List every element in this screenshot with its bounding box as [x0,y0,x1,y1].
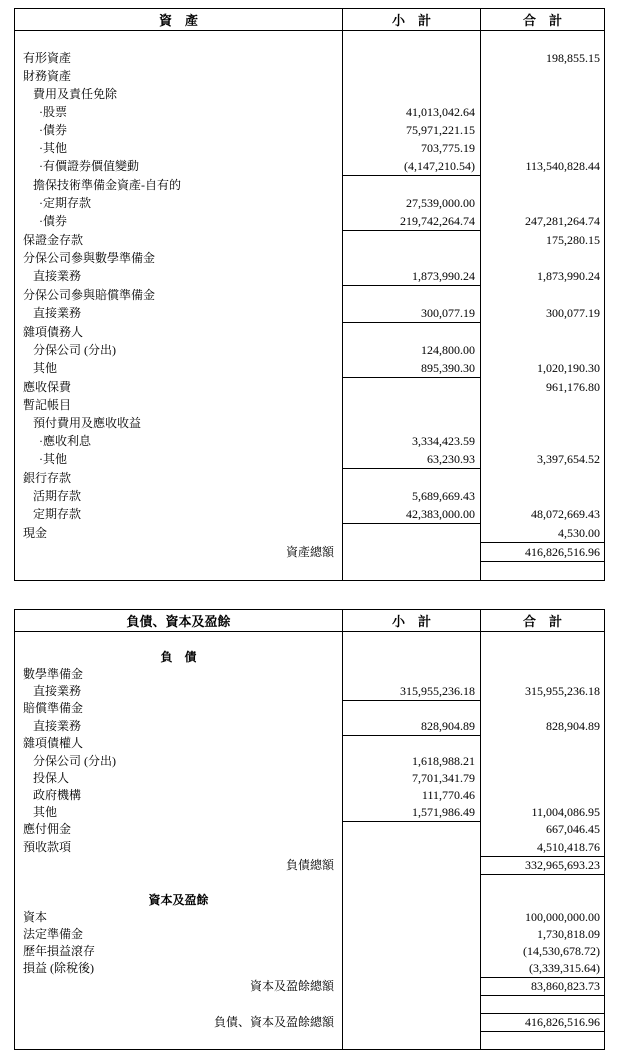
liabilities-row-label: 預收款項 [23,839,72,854]
assets-total-value [481,31,605,50]
liabilities-total-value [481,995,605,1013]
assets-row [15,231,605,250]
assets-row-label: ·債券 [39,123,67,137]
assets-total-value [481,194,605,212]
assets-row [15,139,605,157]
liabilities-subtotal-value [343,960,481,978]
liabilities-total-value: 667,046.45 [481,821,605,839]
assets-subtotal-value: 41,013,042.64 [343,103,481,121]
assets-total-value [481,469,605,488]
assets-row [15,341,605,359]
assets-row [15,304,605,323]
liabilities-row-label: 賠償準備金 [23,701,84,716]
assets-row [15,323,605,342]
liabilities-row-label: 負 債 [160,649,197,664]
assets-subtotal-value [343,396,481,414]
assets-total-value: 300,077.19 [481,304,605,323]
assets-subtotal-value [343,85,481,103]
assets-row [15,414,605,432]
liabilities-row [15,943,605,960]
liabilities-subtotal-value [343,977,481,995]
assets-table [14,8,605,581]
liabilities-row-label: 其他 [33,804,58,819]
liabilities-row [15,874,605,892]
liabilities-row-label: 資本及盈餘總額 [249,978,334,993]
assets-row [15,359,605,378]
liabilities-subtotal-value [343,874,481,892]
liabilities-total-value [481,892,605,909]
liabilities-table [14,609,605,1050]
liabilities-total-value [481,700,605,718]
assets-subtotal-value: 5,689,669.43 [343,487,481,505]
assets-row [15,450,605,469]
assets-total-value [481,176,605,195]
assets-total-value: 198,855.15 [481,49,605,67]
liabilities-subtotal-value [343,821,481,839]
liabilities-row [15,631,605,649]
assets-row-label: ·定期存款 [39,196,91,210]
assets-row-label: 直接業務 [33,269,82,284]
assets-subtotal-value: 27,539,000.00 [343,194,481,212]
assets-row [15,524,605,543]
liabilities-total-value: 332,965,693.23 [481,856,605,874]
assets-row-label: ·債券 [39,214,67,229]
liabilities-total-value [481,770,605,787]
assets-row-label: 應收保費 [23,379,72,394]
assets-subtotal-value: 75,971,221.15 [343,121,481,139]
assets-row-label [15,31,343,50]
liabilities-row-label: 分保公司 (分出) [33,753,116,768]
liabilities-subtotal-value: 1,618,988.21 [343,753,481,770]
liabilities-row-label: 負債、資本及盈餘總額 [213,1014,334,1029]
liabilities-row-label: 歷年損益滾存 [23,943,96,958]
assets-total-value: 113,540,828.44 [481,157,605,176]
liabilities-total-value: 11,004,086.95 [481,804,605,822]
liabilities-subtotal-value [343,839,481,857]
liabilities-subtotal-value [343,1013,481,1031]
liabilities-row-label: 雜項債權人 [23,736,84,751]
liabilities-row-label [15,995,343,1013]
assets-total-value [481,561,605,580]
assets-row [15,286,605,305]
assets-row-label: 費用及責任免除 [33,87,118,101]
assets-subtotal-value: 1,873,990.24 [343,267,481,286]
liabilities-row [15,909,605,926]
assets-subtotal-value [343,323,481,342]
assets-row [15,103,605,121]
assets-total-value [481,414,605,432]
liabilities-table-header [15,609,605,631]
liabilities-row [15,821,605,839]
assets-row-label: ·其他 [39,141,67,155]
liabilities-subtotal-value [343,649,481,666]
liabilities-total-value: 4,510,418.76 [481,839,605,857]
assets-row [15,487,605,505]
liabilities-subtotal-value: 7,701,341.79 [343,770,481,787]
liabilities-row-label: 資本 [23,909,48,924]
assets-subtotal-value [343,542,481,561]
liabilities-subtotal-value [343,631,481,649]
liabilities-row-label: 損益 (除稅後) [23,960,94,975]
assets-total-value: 416,826,516.96 [481,542,605,561]
assets-subtotal-value [343,49,481,67]
assets-subtotal-value: 42,383,000.00 [343,505,481,524]
assets-subtotal-value: (4,147,210.54) [343,157,481,176]
liabilities-header-total: 合 計 [481,609,605,631]
liabilities-header-title: 負債、資本及盈餘 [15,609,343,631]
liabilities-row [15,718,605,736]
assets-total-value: 4,530.00 [481,524,605,543]
liabilities-row [15,892,605,909]
liabilities-row-label [15,1031,343,1049]
liabilities-total-value [481,631,605,649]
liabilities-row [15,926,605,943]
assets-total-value: 48,072,669.43 [481,505,605,524]
assets-row-label: 活期存款 [33,489,82,503]
liabilities-total-value: 315,955,236.18 [481,683,605,701]
assets-subtotal-value [343,31,481,50]
liabilities-subtotal-value [343,735,481,753]
liabilities-total-value [481,874,605,892]
liabilities-row-label [15,631,343,649]
assets-subtotal-value [343,378,481,397]
assets-row [15,378,605,397]
liabilities-row [15,804,605,822]
liabilities-row [15,700,605,718]
liabilities-header-row [15,609,605,631]
liabilities-row-label [15,874,343,892]
liabilities-total-value: 1,730,818.09 [481,926,605,943]
liabilities-total-value: 100,000,000.00 [481,909,605,926]
assets-row [15,505,605,524]
liabilities-row-label: 政府機構 [33,787,82,802]
liabilities-total-value [481,666,605,683]
assets-row [15,249,605,267]
assets-total-value: 247,281,264.74 [481,212,605,231]
assets-total-value: 961,176.80 [481,378,605,397]
assets-row-label: ·其他 [39,452,67,467]
liabilities-subtotal-value [343,666,481,683]
assets-row-label: 銀行存款 [23,470,72,485]
assets-total-value [481,103,605,121]
assets-row-label: ·有價證券價值變動 [39,159,139,174]
liabilities-subtotal-value: 111,770.46 [343,787,481,804]
assets-subtotal-value [343,67,481,85]
assets-row-label [15,561,343,580]
assets-row [15,67,605,85]
assets-row [15,469,605,488]
assets-row [15,267,605,286]
assets-row-label: 財務資產 [23,69,72,83]
liabilities-subtotal-value: 315,955,236.18 [343,683,481,701]
assets-total-value: 3,397,654.52 [481,450,605,469]
assets-header-subtotal: 小 計 [343,9,481,31]
liabilities-subtotal-value [343,856,481,874]
assets-row-label: 現金 [23,525,48,540]
assets-subtotal-value: 895,390.30 [343,359,481,378]
assets-row-label: ·股票 [39,105,67,119]
assets-header-row [15,9,605,31]
liabilities-subtotal-value: 828,904.89 [343,718,481,736]
liabilities-row [15,787,605,804]
assets-header-title: 資 產 [15,9,343,31]
liabilities-total-value: 83,860,823.73 [481,977,605,995]
assets-subtotal-value: 300,077.19 [343,304,481,323]
liabilities-row-label: 直接業務 [33,683,82,698]
assets-subtotal-value: 124,800.00 [343,341,481,359]
liabilities-row-label: 資本及盈餘 [148,892,209,907]
liabilities-subtotal-value [343,926,481,943]
assets-subtotal-value [343,286,481,305]
liabilities-subtotal-value [343,909,481,926]
assets-row [15,561,605,580]
liabilities-total-value [481,649,605,666]
assets-total-value: 1,020,190.30 [481,359,605,378]
liabilities-subtotal-value [343,700,481,718]
assets-total-value: 175,280.15 [481,231,605,250]
liabilities-subtotal-value [343,1031,481,1049]
liabilities-total-value: (3,339,315.64) [481,960,605,978]
liabilities-row-label: 直接業務 [33,718,82,733]
liabilities-total-value: (14,530,678.72) [481,943,605,960]
assets-row [15,194,605,212]
assets-total-value [481,85,605,103]
assets-row-label: 分保公司 (分出) [33,343,116,357]
liabilities-total-value [481,735,605,753]
liabilities-table-body [15,631,605,1049]
assets-subtotal-value: 3,334,423.59 [343,432,481,450]
assets-row-label: 資產總額 [285,544,334,559]
assets-subtotal-value [343,561,481,580]
liabilities-row [15,770,605,787]
assets-total-value [481,432,605,450]
assets-row [15,542,605,561]
assets-row [15,212,605,231]
liabilities-total-value: 416,826,516.96 [481,1013,605,1031]
assets-row-label: 雜項債務人 [23,324,84,339]
assets-subtotal-value: 219,742,264.74 [343,212,481,231]
liabilities-row [15,753,605,770]
assets-row [15,396,605,414]
assets-row-label: 直接業務 [33,306,82,321]
assets-subtotal-value: 703,775.19 [343,139,481,157]
liabilities-header-subtotal: 小 計 [343,609,481,631]
assets-row [15,85,605,103]
assets-table-header [15,9,605,31]
assets-row-label: 暫記帳目 [23,398,72,412]
assets-subtotal-value [343,231,481,250]
assets-row-label: 分保公司參與賠償準備金 [23,287,156,302]
assets-total-value: 1,873,990.24 [481,267,605,286]
assets-total-value [481,396,605,414]
assets-row [15,432,605,450]
liabilities-row [15,683,605,701]
liabilities-row [15,735,605,753]
assets-total-value [481,487,605,505]
assets-table-body [15,31,605,581]
assets-row [15,31,605,50]
assets-row-label: 預付費用及應收收益 [33,416,142,430]
liabilities-row-label: 數學準備金 [23,666,84,681]
liabilities-row-label: 應付佣金 [23,822,72,837]
liabilities-row [15,666,605,683]
assets-row-label: 擔保技術準備金資產-自有的 [33,177,181,192]
assets-row-label: 有形資產 [23,51,72,65]
assets-subtotal-value: 63,230.93 [343,450,481,469]
assets-row-label: 保證金存款 [23,232,84,247]
assets-row-label: 分保公司參與數學準備金 [23,251,156,265]
liabilities-total-value: 828,904.89 [481,718,605,736]
assets-subtotal-value [343,524,481,543]
liabilities-row [15,856,605,874]
liabilities-row [15,1031,605,1049]
assets-total-value [481,323,605,342]
assets-row [15,49,605,67]
liabilities-total-value [481,787,605,804]
liabilities-subtotal-value: 1,571,986.49 [343,804,481,822]
assets-row [15,176,605,195]
assets-subtotal-value [343,414,481,432]
liabilities-row [15,960,605,978]
assets-total-value [481,139,605,157]
assets-subtotal-value [343,469,481,488]
liabilities-subtotal-value [343,995,481,1013]
assets-row [15,121,605,139]
liabilities-subtotal-value [343,943,481,960]
assets-row-label: ·應收利息 [39,434,91,448]
assets-total-value [481,341,605,359]
assets-total-value [481,121,605,139]
liabilities-row-label: 法定準備金 [23,926,84,941]
liabilities-total-value [481,1031,605,1049]
assets-subtotal-value [343,249,481,267]
assets-row-label: 其他 [33,361,58,376]
assets-subtotal-value [343,176,481,195]
assets-row-label: 定期存款 [33,507,82,522]
liabilities-row [15,995,605,1013]
liabilities-subtotal-value [343,892,481,909]
liabilities-row [15,1013,605,1031]
liabilities-row [15,977,605,995]
liabilities-total-value [481,753,605,770]
liabilities-row [15,839,605,857]
liabilities-row [15,649,605,666]
liabilities-row-label: 負債總額 [285,857,334,872]
assets-header-total: 合 計 [481,9,605,31]
assets-total-value [481,67,605,85]
assets-total-value [481,286,605,305]
liabilities-row-label: 投保人 [33,770,70,785]
assets-total-value [481,249,605,267]
assets-row [15,157,605,176]
